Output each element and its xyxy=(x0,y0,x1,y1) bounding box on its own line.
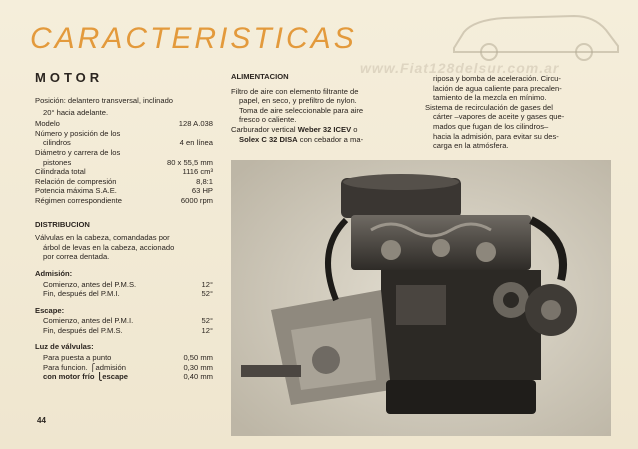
spec-row-admision-1 xyxy=(35,280,213,290)
spec-value: 6000 rpm xyxy=(180,195,213,205)
spec-value: 52° xyxy=(201,289,213,299)
spec-key: Potencia máxima S.A.E. xyxy=(35,186,117,196)
distribucion-text-2: árbol de levas en la cabeza, accionado xyxy=(43,242,175,252)
spec-key: con motor frío ⎩escape xyxy=(43,372,129,382)
right-column xyxy=(425,74,595,151)
right-line-3: tamiento de la mezcla en mínimo. xyxy=(433,93,547,103)
spec-row-potencia xyxy=(35,186,213,196)
alimentacion-line-1: Filtro de aire con elemento filtrante de xyxy=(231,86,359,96)
spec-value: 12° xyxy=(201,279,213,289)
spec-row-cilindros xyxy=(35,138,213,148)
spec-value: 12° xyxy=(201,325,213,335)
text-segment: o xyxy=(351,124,358,134)
alimentacion-line-5 xyxy=(231,125,411,135)
spec-key: Fin, después del P.M.I. xyxy=(43,289,120,299)
spec-row-luz-1 xyxy=(35,353,213,363)
right-line-2: lación de agua caliente para precalen- xyxy=(433,83,562,93)
motor-heading: MOTOR xyxy=(35,70,104,85)
spec-value: 128 A.038 xyxy=(178,119,213,129)
motor-diametro-1: Diámetro y carrera de los xyxy=(35,147,121,157)
spec-row-luz-3 xyxy=(35,372,213,382)
middle-column xyxy=(231,72,411,144)
spec-row-cilindrada xyxy=(35,167,213,177)
spec-value: 0,40 mm xyxy=(183,372,213,382)
right-line-6: mados que fugan de los cilindros– xyxy=(433,121,549,131)
motor-posicion-1: Posición: delantero transversal, inclinado xyxy=(35,96,174,105)
engine-photo xyxy=(231,160,611,436)
spec-row-regimen xyxy=(35,196,213,206)
alimentacion-line-6 xyxy=(231,135,411,145)
spec-key: Comienzo, antes del P.M.S. xyxy=(43,279,137,289)
spec-row-luz-2 xyxy=(35,363,213,373)
motor-posicion-2: 20° hacia adelante. xyxy=(43,107,109,117)
alimentacion-heading: ALIMENTACION xyxy=(231,72,289,81)
page-title: CARACTERISTICAS xyxy=(30,22,357,55)
spec-row-pistones xyxy=(35,158,213,168)
escape-label: Escape: xyxy=(35,305,65,315)
spec-value: 1116 cm³ xyxy=(182,167,213,177)
alimentacion-line-3: Toma de aire seleccionable para aire xyxy=(239,105,364,115)
alimentacion-line-2: papel, en seco, y prefiltro de nylon. xyxy=(239,96,357,106)
spec-key: cilindros xyxy=(43,138,71,148)
spec-key: Para puesta a punto xyxy=(43,353,112,363)
spec-row-modelo xyxy=(35,119,213,129)
spec-value: 4 en línea xyxy=(179,138,213,148)
spec-row-escape-1 xyxy=(35,316,213,326)
spec-key: Comienzo, antes del P.M.I. xyxy=(43,316,134,326)
admision-label: Admisión: xyxy=(35,268,73,278)
spec-value: 63 HP xyxy=(191,186,213,196)
spec-key: Fin, después del P.M.S. xyxy=(43,325,123,335)
spec-row-relacion xyxy=(35,177,213,187)
alimentacion-line-4: fresco o caliente. xyxy=(239,115,297,125)
right-line-5: cárter –vapores de aceite y gases que- xyxy=(433,112,565,122)
luz-label: Luz de válvulas: xyxy=(35,342,94,352)
spec-row-admision-2 xyxy=(35,289,213,299)
distribucion-text-3: por correa dentada. xyxy=(43,252,110,262)
distribucion-heading: DISTRIBUCION xyxy=(35,219,90,229)
text-segment: con cebador a ma- xyxy=(297,134,364,144)
spec-value: 52° xyxy=(201,316,213,326)
page-number: 44 xyxy=(37,416,46,425)
right-line-8: carga en la atmósfera. xyxy=(433,141,509,151)
spec-value: 8,8:1 xyxy=(196,176,213,186)
carburador-solex: Solex C 32 DISA xyxy=(239,134,298,144)
spec-row-escape-2 xyxy=(35,326,213,336)
watermark-text: www.Fiat128delsur.com.ar xyxy=(360,60,560,76)
spec-value: 0,30 mm xyxy=(183,362,213,372)
engine-illustration xyxy=(231,160,611,436)
spec-key: Para funcion. ⎧admisión xyxy=(43,362,126,372)
spec-key: Régimen correspondiente xyxy=(35,195,122,205)
text-segment: Carburador vertical xyxy=(231,124,298,134)
car-logo-watermark xyxy=(434,2,634,62)
spec-key: Modelo xyxy=(35,119,60,129)
right-line-7: hacia la admisión, para evitar su des- xyxy=(433,131,559,141)
motor-numero-1: Número y posición de los xyxy=(35,128,121,138)
spec-key: Relación de compresión xyxy=(35,176,117,186)
right-line-4: Sistema de recirculación de gases del xyxy=(425,102,553,112)
carburador-weber: Weber 32 ICEV xyxy=(297,124,352,134)
distribucion-text-1: Válvulas en la cabeza, comandadas por xyxy=(35,233,170,243)
spec-key: Cilindrada total xyxy=(35,167,86,177)
spec-value: 80 x 55,5 mm xyxy=(166,157,213,167)
right-line-1: riposa y bomba de aceleración. Circu- xyxy=(433,74,561,83)
spec-value: 0,50 mm xyxy=(183,353,213,363)
spec-key: pistones xyxy=(43,157,72,167)
left-column xyxy=(35,96,213,382)
